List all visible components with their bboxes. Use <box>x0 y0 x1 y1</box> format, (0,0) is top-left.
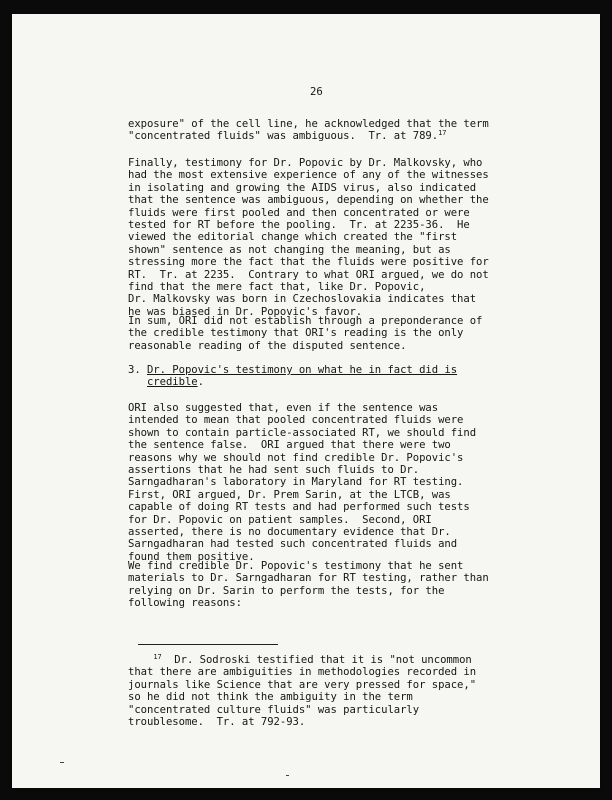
footnote-text: Dr. Sodroski testified that it is "not uncommon that there are ambiguities in methodologies recorded in journals like Science that are very pressed for space," so he did not think the ambiguity in the term "concentrated culture fluids" was particularly troublesome. Tr. at 792-93. <box>128 654 477 729</box>
document-page <box>12 14 600 788</box>
section-heading-3 <box>128 364 457 389</box>
paragraph-exposure-text: exposure" of the cell line, he acknowledged that the term "concentrated fluids" was ambiguous. Tr. at 789. <box>128 118 489 143</box>
paragraph-we-find-credible: We find credible Dr. Popovic's testimony that he sent materials to Dr. Sarngadharan for RT testing, rather than relying on Dr. Sarin to perform the tests, for the following reasons: <box>128 560 489 610</box>
page-number: 26 <box>310 86 323 98</box>
paragraph-in-sum: In sum, ORI did not establish through a preponderance of the credible testimony that ORI's reading is the only reasonable reading of the disputed sentence. <box>128 315 483 352</box>
paragraph-ori-suggested: ORI also suggested that, even if the sentence was intended to mean that pooled concentrated fluids were shown to contain particle-associated RT, we should find the sentence false. ORI argued that there were two reasons why we should not find credible Dr. Popovic's assertions that he had sent such fluids to Dr. Sarngadharan's laboratory in Maryland for RT testing. First, ORI argued, Dr. Prem Sarin, at the LTCB, was capable of doing RT tests and had performed such tests for Dr. Popovic on patient samples. Second, ORI asserted, there is no documentary evidence that Dr. Sarngadharan had tested such concentrated fluids and found them positive. <box>128 402 477 563</box>
footnote-reference: 17 <box>438 129 447 138</box>
heading-end: . <box>197 376 204 389</box>
heading-number: 3. <box>128 364 147 376</box>
footnote-separator <box>138 644 278 645</box>
footnote <box>128 654 476 728</box>
heading-line-1: Dr. Popovic's testimony on what he in fact did is <box>146 364 458 376</box>
paragraph-malkovsky: Finally, testimony for Dr. Popovic by Dr. Malkovsky, who had the most extensive experience of any of the witnesses in isolating and growing the AIDS virus, also indicated that the sentence was ambiguous, depending on whether the fluids were first pooled and then concentrated or were tested for RT before the pooling. Tr. at 2235-36. He viewed the editorial change which created the "first shown" sentence as not changing the meaning, but as stressing more the fact that the fluids were positive for RT. Tr. at 2235. Contrary to what ORI argued, we do not find that the mere fact that, like Dr. Popovic, Dr. Malkovsky was born in Czechoslovakia indicates that he was biased in Dr. Popovic's favor. <box>128 157 489 318</box>
paragraph-exposure <box>128 118 489 143</box>
footnote-marker: 17 <box>153 653 162 661</box>
scan-speck <box>286 775 289 776</box>
heading-line-2: credible <box>146 376 198 389</box>
scan-speck <box>60 762 64 763</box>
